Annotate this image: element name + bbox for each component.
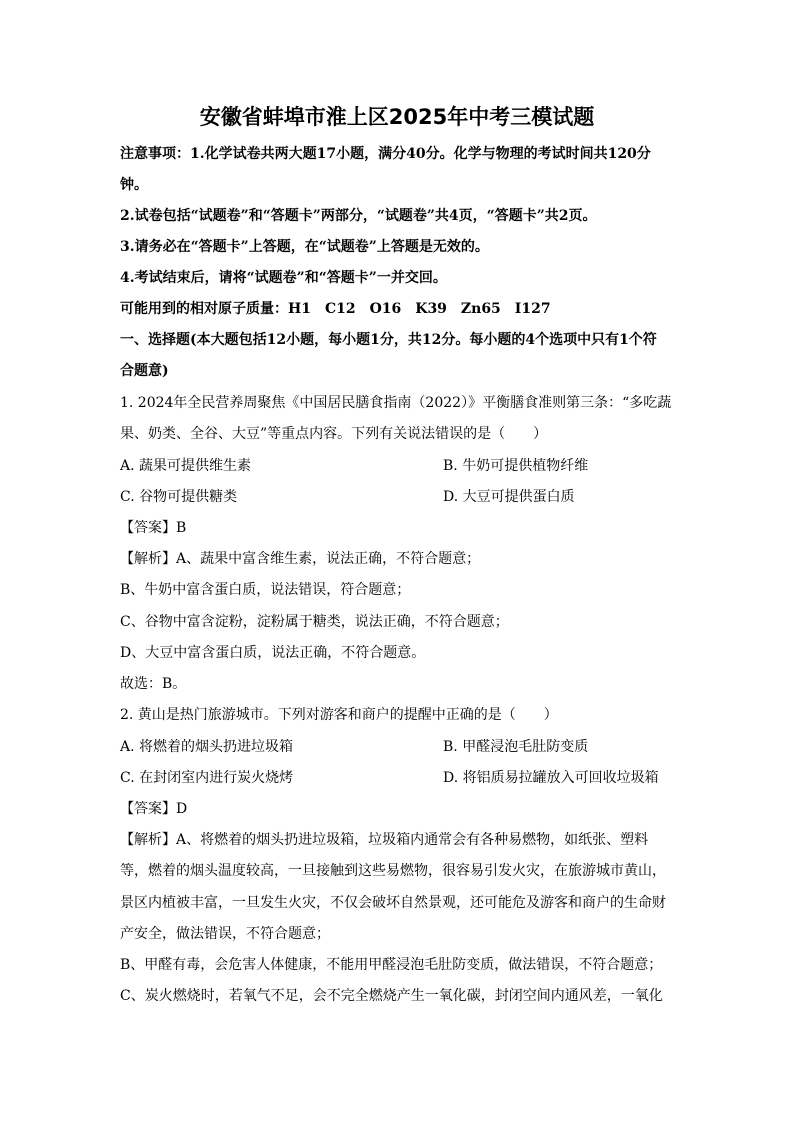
notes-line-1: 注意事项：1.化学试卷共两大题17小题，满分40分。化学与物理的考试时间共120分 (120, 146, 651, 162)
q2-stem: 2. 黄山是热门旅游城市。下列对游客和商户的提醒中正确的是（ ） (120, 707, 558, 723)
q2-analysis-2: 等，燃着的烟头温度较高，一旦接触到这些易燃物，很容易引发火灾，在旅游城市黄山， (120, 863, 666, 879)
q1-answer: 【答案】B (120, 520, 187, 536)
q2-analysis-1: 【解析】A、将燃着的烟头扔进垃圾箱，垃圾箱内通常会有各种易燃物，如纸张、塑料 (120, 832, 649, 848)
q2-analysis-3: 景区内植被丰富，一旦发生火灾，不仅会破坏自然景观，还可能危及游客和商户的生命财 (120, 895, 666, 911)
q1-option-a: A. 蔬果可提供维生素 (120, 458, 252, 474)
q2-analysis-6: C、炭火燃烧时，若氧气不足，会不完全燃烧产生一氧化碳，封闭空间内通风差，一氧化 (120, 988, 663, 1004)
q1-option-d: D. 大豆可提供蛋白质 (443, 489, 575, 505)
q1-option-c: C. 谷物可提供糖类 (120, 489, 238, 505)
page-title: 安徽省蚌埠市淮上区2025年中考三模试题 (199, 105, 595, 129)
q2-option-d: D. 将铝质易拉罐放入可回收垃圾箱 (443, 770, 659, 786)
atomic-masses: 可能用到的相对原子质量：H1 C12 O16 K39 Zn65 I127 (120, 301, 551, 317)
section-heading-cont: 合题意) (120, 363, 169, 379)
q1-conclusion: 故选：B。 (120, 676, 187, 692)
q2-option-a: A. 将燃着的烟头扔进垃圾箱 (120, 739, 294, 755)
notes-line-4: 4.考试结束后，请将“试题卷”和“答题卡”一并交回。 (120, 270, 447, 286)
q1-stem-cont: 果、奶类、全谷、大豆”等重点内容。下列有关说法错误的是（ ） (120, 426, 548, 442)
q2-option-b: B. 甲醛浸泡毛肚防变质 (443, 739, 589, 755)
notes-line-3: 3.请务必在“答题卡”上答题，在“试题卷”上答题是无效的。 (120, 239, 489, 255)
q1-stem: 1. 2024年全民营养周聚焦《中国居民膳食指南（2022）》平衡膳食准则第三条：“多吃蔬 (120, 395, 672, 411)
q1-analysis-4: D、大豆中富含蛋白质，说法正确，不符合题意。 (120, 645, 426, 661)
q1-analysis-2: B、牛奶中富含蛋白质，说法错误，符合题意； (120, 582, 411, 598)
q1-option-b: B. 牛奶可提供植物纤维 (443, 458, 589, 474)
q2-analysis-4: 产安全，做法错误，不符合题意； (120, 926, 330, 942)
q2-option-c: C. 在封闭室内进行炭火烧烤 (120, 770, 294, 786)
notes-line-2: 2.试卷包括“试题卷”和“答题卡”两部分，“试题卷”共4页，“答题卡”共2页。 (120, 208, 597, 224)
section-heading: 一、选择题(本大题包括12小题，每小题1分，共12分。每小题的4个选项中只有1个符 (120, 332, 657, 348)
q1-analysis-3: C、谷物中富含淀粉，淀粉属于糖类，说法正确，不符合题意； (120, 614, 509, 630)
q1-analysis-1: 【解析】A、蔬果中富含维生素，说法正确，不符合题意； (120, 551, 481, 567)
notes-line-1-cont: 钟。 (120, 177, 148, 193)
q2-analysis-5: B、甲醛有毒，会危害人体健康，不能用甲醛浸泡毛肚防变质，做法错误，不符合题意； (120, 957, 663, 973)
q2-answer: 【答案】D (120, 801, 188, 817)
